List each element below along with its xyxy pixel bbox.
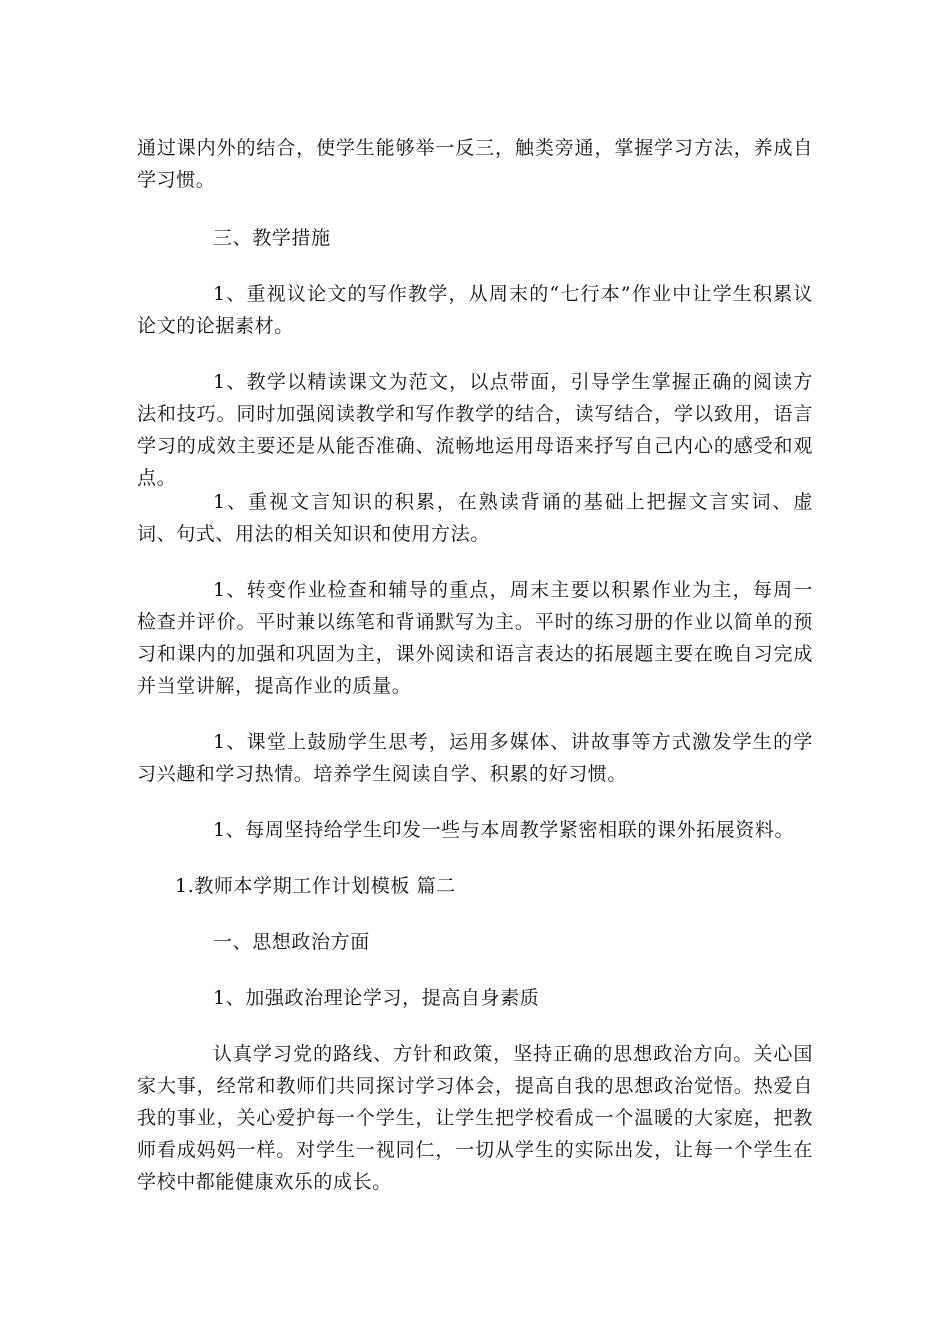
section-heading-teaching-measures: 三、教学措施 (213, 227, 331, 249)
paragraph-continuation: 通过课内外的结合，使学生能够举一反三，触类旁通，掌握学习方法，养成自学习惯。 (137, 137, 813, 191)
paragraph-political-study: 认真学习党的路线、方针和政策，坚持正确的思想政治方向。关心国家大事，经常和教师们共同探讨学习体会，提高自我的思想政治觉悟。热爱自我的事业，关心爱护每一个学生，让学生把学校看成一个温暖的大家庭，把教师看成妈妈一样。对学生一视同仁，一切从学生的实际出发，让每一个学生在学校中都能健康欢乐的成长。 (137, 1043, 813, 1193)
subsection-heading-theory-study: 1、加强政治理论学习，提高自身素质 (213, 987, 540, 1009)
article-heading-part-two: 1.教师本学期工作计划模板 篇二 (175, 875, 456, 897)
paragraph-measure-reading: 1、教学以精读课文为范文，以点带面，引导学生掌握正确的阅读方法和技巧。同时加强阅读教学和写作教学的结合，读写结合，学以致用，语言学习的成效主要还是从能否准确、流畅地运用母语来抒写自己内心的感受和观点。 (137, 371, 813, 489)
section-heading-political: 一、思想政治方面 (213, 931, 370, 953)
paragraph-measure-classical-chinese: 1、重视文言知识的积累，在熟读背诵的基础上把握文言实词、虚词、句式、用法的相关知识和使用方法。 (137, 491, 813, 545)
paragraph-measure-homework: 1、转变作业检查和辅导的重点，周末主要以积累作业为主，每周一检查并评价。平时兼以练笔和背诵默写为主。平时的练习册的作业以简单的预习和课内的加强和巩固为主，课外阅读和语言表达的拓展题主要在晚自习完成并当堂讲解，提高作业的质量。 (137, 579, 813, 697)
paragraph-measure-materials: 1、每周坚持给学生印发一些与本周教学紧密相联的课外拓展资料。 (213, 819, 795, 841)
paragraph-measure-argumentative: 1、重视议论文的写作教学，从周末的“七行本”作业中让学生积累议论文的论据素材。 (137, 283, 813, 337)
paragraph-measure-classroom: 1、课堂上鼓励学生思考，运用多媒体、讲故事等方式激发学生的学习兴趣和学习热情。培养学生阅读自学、积累的好习惯。 (137, 731, 813, 785)
